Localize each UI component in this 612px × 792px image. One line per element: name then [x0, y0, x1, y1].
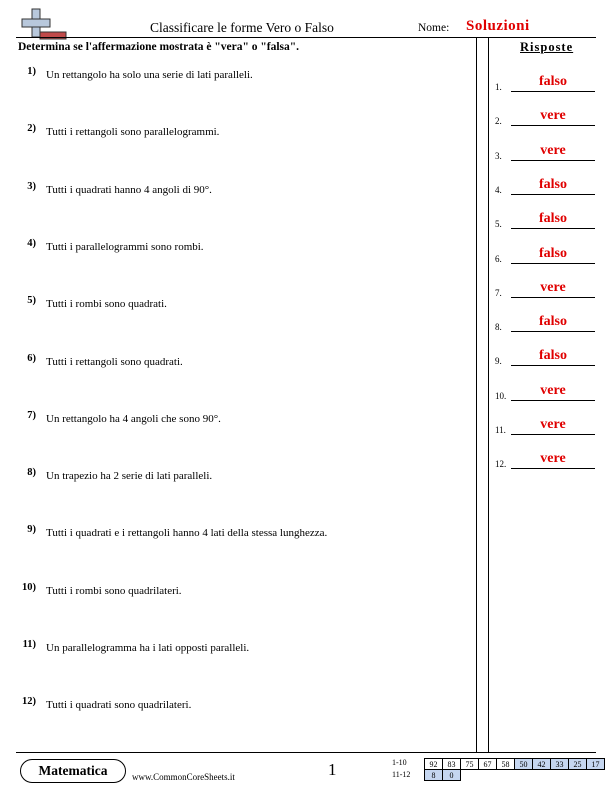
answer-item — [495, 106, 595, 126]
page-title: Classificare le forme Vero o Falso — [150, 20, 334, 35]
answer-item — [495, 141, 595, 161]
answer-value: falso — [539, 74, 567, 89]
answer-line — [511, 331, 595, 332]
name-value: Soluzioni — [466, 18, 530, 34]
question-text: Tutti i rombi sono quadrati. — [46, 298, 167, 311]
answer-number: 11. — [495, 425, 506, 435]
answer-column-border-right — [488, 38, 489, 752]
answer-number: 4. — [495, 184, 502, 195]
answer-line — [511, 91, 595, 92]
question-text: Tutti i rettangoli sono parallelogrammi. — [46, 126, 220, 139]
answer-item — [495, 278, 595, 298]
answer-value: falso — [539, 211, 567, 227]
score-cell: 92 — [425, 759, 443, 770]
answer-line — [511, 468, 595, 469]
question-number: 2) — [27, 123, 36, 135]
question-number: 1) — [27, 66, 36, 77]
answer-item — [495, 312, 595, 332]
answer-item — [495, 381, 595, 401]
question-text: Tutti i rombi sono quadrilateri. — [46, 584, 182, 597]
question-text: Tutti i quadrati hanno 4 angoli di 90°. — [46, 183, 212, 196]
score-cell: 50 — [515, 759, 533, 770]
answer-value: vere — [540, 142, 566, 158]
answer-number: 7. — [495, 287, 502, 298]
answer-value: vere — [540, 451, 566, 467]
footer-divider — [16, 752, 596, 753]
answer-line — [511, 263, 595, 264]
question-text: Un rettangolo ha solo una serie di lati paralleli. — [46, 69, 253, 81]
score-row2-label: 11-12 — [392, 770, 411, 779]
answer-item — [495, 209, 595, 229]
answer-column-border-left — [476, 38, 477, 752]
score-cell: 0 — [443, 770, 461, 781]
answer-line — [511, 194, 595, 195]
answer-value: falso — [539, 314, 567, 330]
question-text: Tutti i quadrati e i rettangoli hanno 4 lati della stessa lunghezza. — [46, 527, 328, 540]
answer-line — [511, 400, 595, 401]
answer-number: 12. — [495, 459, 507, 470]
page-number: 1 — [328, 760, 337, 779]
answer-number: 9. — [495, 356, 502, 367]
answer-line — [511, 160, 595, 161]
question-text: Un parallelogramma ha i lati opposti paralleli. — [46, 642, 250, 654]
answers-heading: Risposte — [520, 40, 574, 54]
score-cell: 8 — [425, 770, 443, 781]
score-cell: 75 — [461, 759, 479, 770]
answer-number: 6. — [495, 253, 502, 264]
answer-number: 10. — [495, 390, 507, 401]
answer-item — [495, 415, 595, 435]
answer-item — [495, 175, 595, 195]
question-number: 7) — [27, 409, 36, 421]
answer-line — [511, 297, 595, 298]
score-cell: 67 — [479, 759, 497, 770]
answer-item — [495, 346, 595, 366]
answer-line — [511, 365, 595, 366]
score-cell: 17 — [587, 759, 605, 770]
score-cell: 83 — [443, 759, 461, 770]
question-number: 10) — [22, 581, 36, 593]
answer-value: falso — [539, 348, 567, 364]
question-number: 12) — [22, 696, 36, 708]
question-text: Tutti i rettangoli sono quadrati. — [46, 355, 183, 368]
score-cell: 42 — [533, 759, 551, 770]
answer-value: vere — [540, 108, 566, 124]
header-divider — [16, 37, 596, 38]
plus-minus-logo-icon — [18, 8, 68, 40]
site-url: www.CommonCoreSheets.it — [132, 772, 235, 782]
name-label: Nome: — [418, 22, 450, 34]
score-cell: 25 — [569, 759, 587, 770]
answer-value: vere — [540, 382, 566, 398]
question-number: 8) — [27, 467, 36, 479]
question-text: Tutti i parallelogrammi sono rombi. — [46, 240, 204, 253]
question-number: 5) — [27, 295, 36, 307]
question-number: 6) — [27, 352, 36, 364]
question-text: Un rettangolo ha 4 angoli che sono 90°. — [46, 412, 221, 425]
question-text: Un trapezio ha 2 serie di lati paralleli. — [46, 470, 213, 483]
score-cell: 58 — [497, 759, 515, 770]
answer-line — [511, 434, 595, 435]
answer-item — [495, 244, 595, 264]
question-number: 3) — [27, 180, 36, 192]
answer-number: 5. — [495, 219, 502, 230]
answer-value: falso — [539, 245, 567, 261]
score-table-row2 — [424, 769, 461, 781]
score-row1-label: 1-10 — [392, 758, 407, 767]
answer-line — [511, 125, 595, 126]
score-cell: 33 — [551, 759, 569, 770]
answer-number: 2. — [495, 116, 502, 127]
answer-number: 3. — [495, 150, 502, 161]
answer-number: 8. — [495, 322, 502, 333]
instruction-text: Determina se l'affermazione mostrata è "vera" o "falsa". — [18, 41, 300, 53]
answer-line — [511, 228, 595, 229]
brand-badge: Matematica — [20, 759, 126, 783]
answer-item — [495, 72, 595, 92]
answer-item — [495, 449, 595, 469]
question-number: 9) — [27, 524, 36, 536]
question-text: Tutti i quadrati sono quadrilateri. — [46, 699, 192, 712]
answer-value: falso — [539, 176, 567, 192]
question-number: 4) — [27, 237, 36, 249]
answer-value: vere — [540, 279, 566, 295]
answer-number: 1. — [495, 82, 502, 92]
answer-value: vere — [540, 417, 566, 432]
question-number: 11) — [22, 639, 36, 650]
